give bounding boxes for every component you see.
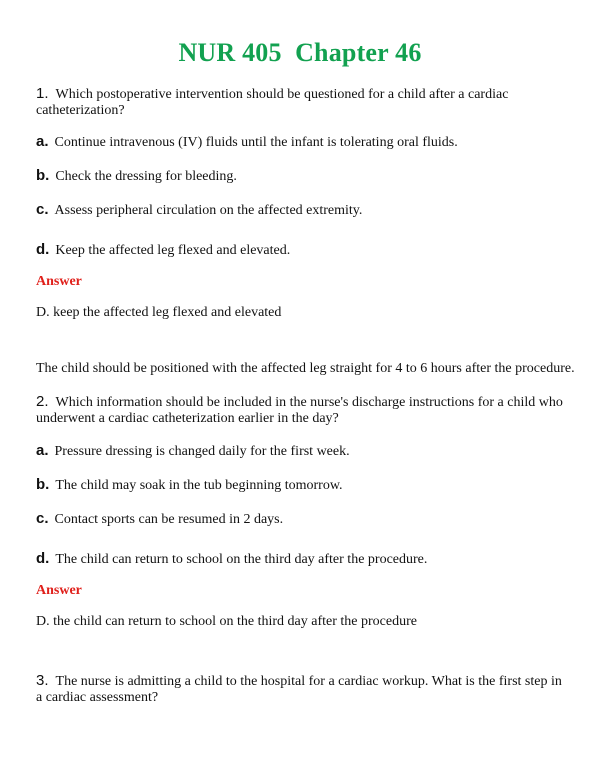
option-text: Pressure dressing is changed daily for the first week. [54, 444, 350, 459]
option-text: Keep the affected leg flexed and elevated. [55, 243, 291, 258]
option-text: The child may soak in the tub beginning tomorrow. [55, 478, 343, 493]
option-letter: b. [36, 476, 50, 493]
q2-option-d [36, 551, 566, 568]
option-text: The child can return to school on the third day after the procedure. [55, 552, 428, 567]
question-1 [36, 86, 566, 119]
option-text: Assess peripheral circulation on the affected extremity. [54, 203, 363, 218]
option-text: Contact sports can be resumed in 2 days. [54, 512, 284, 527]
q2-answer-label: Answer [36, 583, 82, 598]
q1-answer: D. keep the affected leg flexed and elevated [36, 305, 282, 320]
option-letter: a. [36, 442, 49, 459]
question-number: 2. [36, 393, 49, 410]
option-letter: b. [36, 167, 50, 184]
q1-option-d [36, 242, 566, 259]
q1-option-a [36, 134, 566, 151]
question-text: Which information should be included in the nurse's discharge instructions for a child who underwent a cardiac catheterization earlier in the day? [36, 395, 563, 426]
q2-option-c [36, 511, 566, 528]
q2-answer: D. the child can return to school on the third day after the procedure [36, 614, 417, 629]
q1-answer-label: Answer [36, 274, 82, 289]
option-text: Continue intravenous (IV) fluids until the infant is tolerating oral fluids. [54, 135, 458, 150]
question-3 [36, 673, 566, 706]
option-letter: c. [36, 201, 49, 218]
page-title: NUR 405 Chapter 46 [178, 38, 422, 67]
q2-option-b [36, 477, 566, 494]
q1-rationale: The child should be positioned with the affected leg straight for 4 to 6 hours after the procedure. [36, 361, 575, 376]
question-text: The nurse is admitting a child to the hospital for a cardiac workup. What is the first step in a cardiac assessment? [36, 674, 562, 705]
q1-option-b [36, 168, 566, 185]
option-letter: d. [36, 241, 50, 258]
question-number: 1. [36, 85, 49, 102]
question-number: 3. [36, 672, 49, 689]
option-letter: d. [36, 550, 50, 567]
question-text: Which postoperative intervention should be questioned for a child after a cardiac catheterization? [36, 87, 509, 118]
q2-option-a [36, 443, 566, 460]
option-letter: c. [36, 510, 49, 527]
option-letter: a. [36, 133, 49, 150]
q1-option-c [36, 202, 566, 219]
option-text: Check the dressing for bleeding. [55, 169, 237, 184]
question-2 [36, 394, 566, 427]
